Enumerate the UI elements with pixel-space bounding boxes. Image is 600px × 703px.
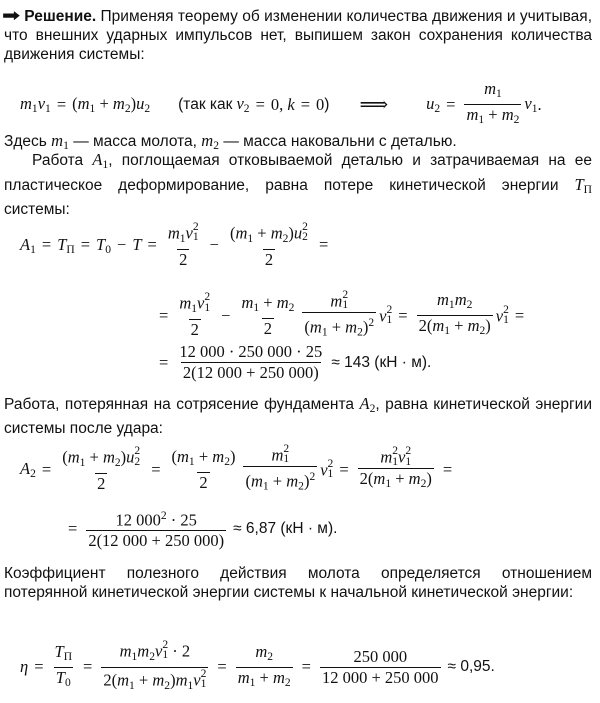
arrow-right-icon: ➡ <box>1 6 21 25</box>
p3-text-a: Работа <box>32 152 84 169</box>
p3-text-b: , поглощаемая отковываемой деталью и затрачиваемая на ее пластическое деформирование, равна потере кинетической энергии <box>4 152 592 195</box>
intro-paragraph <box>1 6 592 64</box>
a1-result: ≈ 143 (кН · м). <box>331 353 432 371</box>
eq1-condition-close: ) <box>324 95 330 113</box>
intro-text: Применяя теорему об изменении количества движения и учитывая, что внешних ударных импульсов нет, выпишем закон сохранения количества движения системы: <box>4 8 592 63</box>
eta-numerator: 250 000 <box>353 646 408 666</box>
p2-text-a: Здесь <box>4 133 47 150</box>
equation-a1-line3: = $\frac{12 000 \cdot 250 000 \cdot 25}{2(12 000 + 250 000)}$ ≈ 143 (кН · м). <box>159 342 432 382</box>
work-a1-paragraph: Работа $A_1$, поглощаемая отковываемой деталью и затрачиваемая на ее пластическое деформирование, равна потере кинетической энергии $T_П$ системы: <box>4 150 592 219</box>
equation-a1-line1: $A_1$ = $T_П$ = $T_0$ − T = $m_1v$ 2 1 2 − $(m_1 + m_2)u$ 2 2 2 = <box>20 221 329 269</box>
a2-denominator: 2(12 000 + 250 000) <box>88 531 225 551</box>
p5-text: Коэффициент полезного действия молота определяется отношением потерянной кинетической энергии системы к начальной кинетической энергии: <box>4 565 592 601</box>
efficiency-paragraph <box>4 564 592 602</box>
a2-num-base: 12 000 <box>115 510 161 530</box>
implies-arrow: ⟹ <box>359 94 389 117</box>
p2-text-b: — масса молота, <box>73 133 197 150</box>
equation-a1-line2: = $m_1v$ 2 1 2 − $\frac{m_1 + m_2}{2}$ m 2 1 $(m_1 + m_2)^2$ v 2 1 = $\frac{m_1m_2}{2(m_1 + m_2)}$ v 2 1 = <box>153 290 530 341</box>
a1-numerator: 12 000 · 250 000 · 25 <box>179 342 323 361</box>
p3-text-c: системы: <box>4 201 70 219</box>
p2-text-c: — масса наковальни с деталью. <box>223 133 457 150</box>
work-a2-paragraph: Работа, потерянная на сотрясение фундамента $A_2$, равна кинетической энергии системы после удара: <box>4 394 593 438</box>
p4-text-b: , равна кинетической энергии системы после удара: <box>4 396 593 438</box>
eq1-sep: , <box>279 94 288 114</box>
masses-paragraph: Здесь $m_1$ — масса молота, $m_2$ — масса наковальни с деталью. <box>4 131 457 153</box>
p4-text-a: Работа, потерянная на сотрясение фундамента <box>4 396 355 413</box>
solution-heading: Решение. <box>24 8 97 25</box>
equation-a2-line1: $A_2$ = $(m_1 + m_2)u$ 2 2 2 = $\frac{(m_1 + m_2)}{2}$ m 2 1 $(m_1 + m_2)^2$ v 2 1 = m 2 1 v 2 1 $2(m_1 + m_2)$ = <box>20 444 458 495</box>
a2-num-tail: · 25 <box>166 510 197 530</box>
eq1-condition-open: (так как <box>178 95 233 113</box>
equation-a2-line2: = $\frac{12 000^2 \cdot 25}{2(12 000 + 250 000)}$ ≈ 6,87 (кН · м). <box>68 510 338 551</box>
equation-efficiency: η = $\frac{T_П}{T_0}$ = $m_1m_2v$ 2 1 · 2 $2(m_1 + m_2)m_1v$ 2 1 = $\frac{m_2}{m_1 + m_2}$ = $\frac{250 000}{12 000 + 250 000}$ ≈ 0,95. <box>20 640 495 695</box>
a1-denominator: 2(12 000 + 250 000) <box>182 363 319 382</box>
a2-result: ≈ 6,87 (кН · м). <box>233 519 338 537</box>
equation-momentum: $m_1v_1$ = $(m_1 + m_2)u_2$ (так как $v_2$ = 0 , k = 0 ) ⟹ $u_2$ = $\frac{m_1}{m_1 + m_2}$ $v_1$ . <box>20 80 542 129</box>
eq1-zero: 0 <box>270 94 280 114</box>
eta-result: ≈ 0,95. <box>447 658 495 676</box>
eta-denominator: 12 000 + 250 000 <box>321 667 439 687</box>
